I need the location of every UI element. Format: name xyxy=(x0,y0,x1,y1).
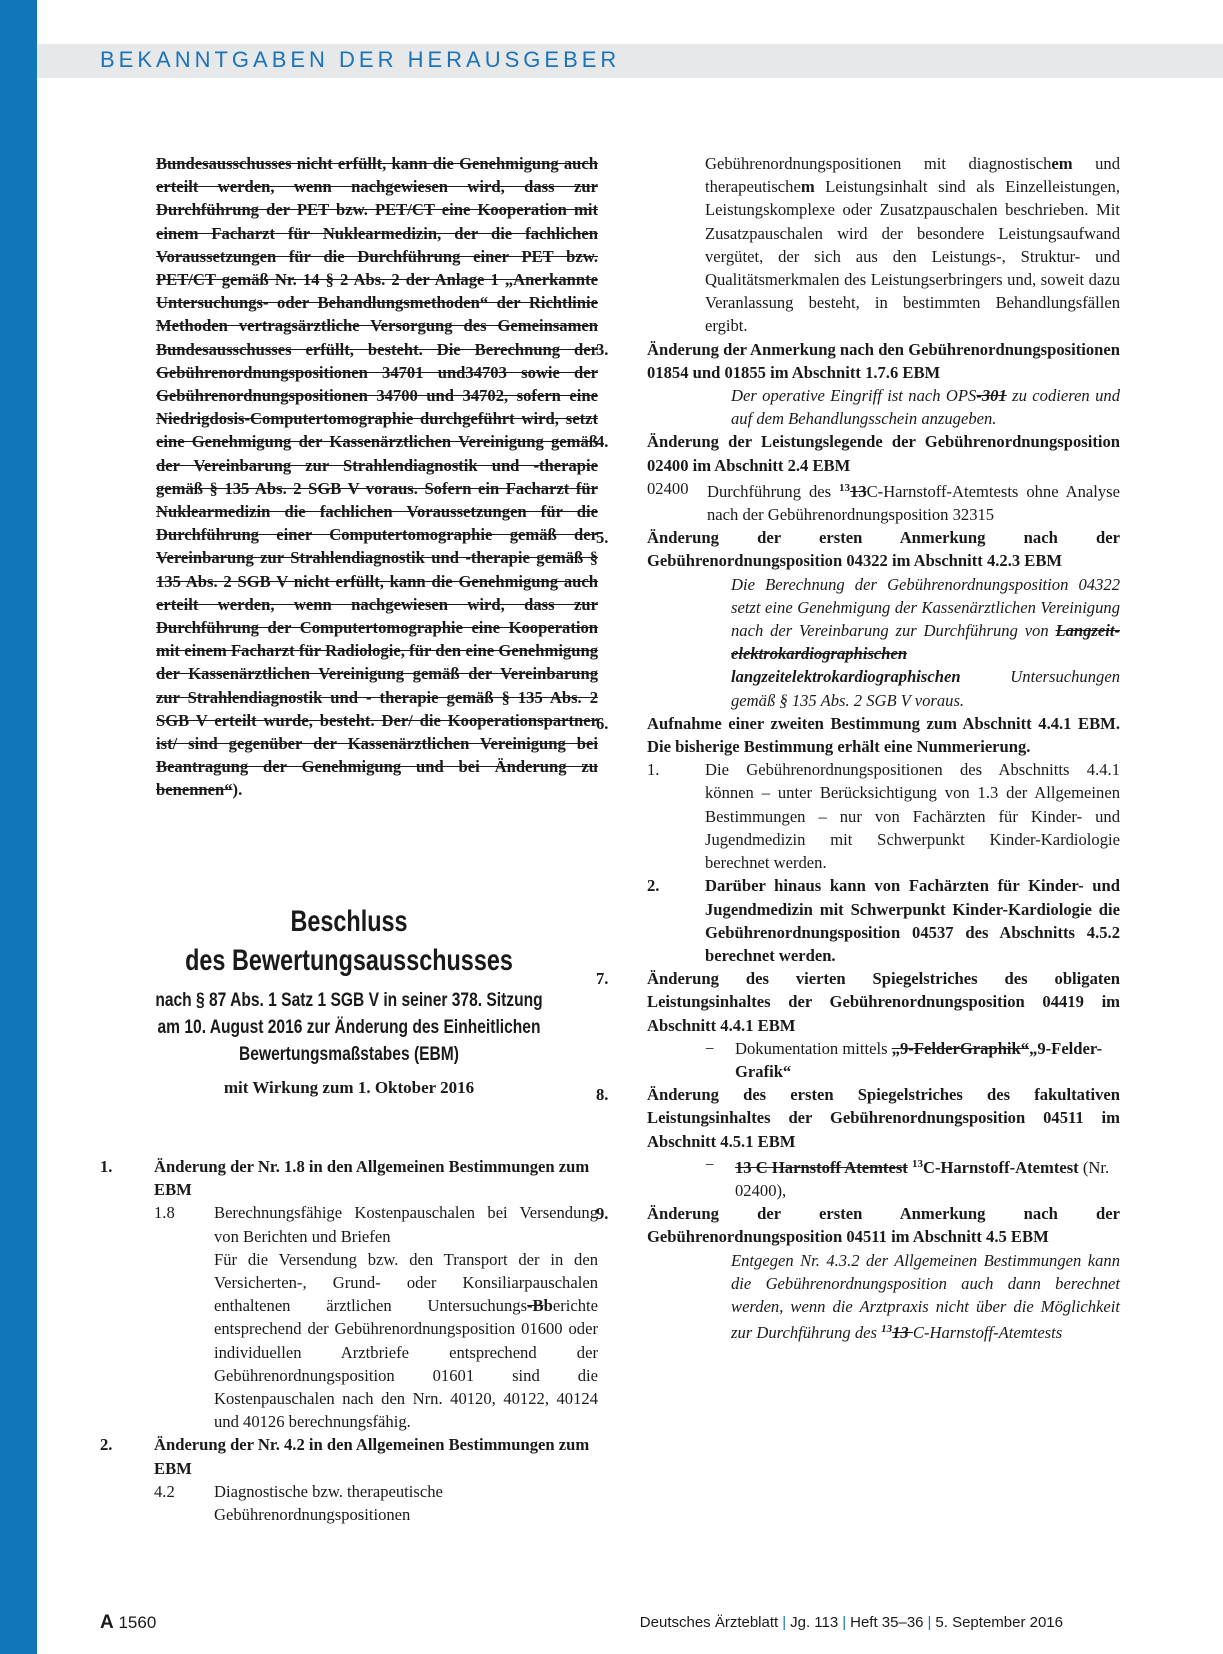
item-6-sub-2: 2. Darüber hinaus kann von Fachärzten für Kinder- und Jugendmedizin mit Schwerpunkt Kinder-Kardiologie die Gebührenordnungsposition 04537 des Abschnitts 4.5.2 berechnet werden. xyxy=(647,876,1120,965)
item-5-body: Die Berechnung der Gebührenordnungsposition 04322 setzt eine Genehmigung der Kassenärztlichen Vereinigung nach der Vereinbarung zur Durchführung von Langzeit-elektrokardiographischen langzeitelektrokardiographischen Untersuchungen gemäß § 135 Abs. 2 SGB V voraus. xyxy=(731,574,1120,710)
item-3-body: Der operative Eingriff ist nach OPS-301 zu codieren und auf dem Behandlungsschein anzugeben. xyxy=(731,386,1121,429)
section-header: BEKANNTGABEN DER HERAUSGEBER xyxy=(100,47,621,72)
item-4-body: 02400 Durchführung des $^{13}$13C-Harnstoff-Atemtests ohne Analyse nach der Gebührenordnungsposition 32315 xyxy=(647,478,1120,525)
item-9-body: Entgegen Nr. 4.3.2 der Allgemeinen Bestimmungen kann die Gebührenordnungsposition auch dann berechnet werden, wenn die Arztpraxis nicht über die Möglichkeit zur Durchführung des $^{13}$13 C-Harnstoff-Atemtests xyxy=(731,1250,1120,1343)
beschluss-title: Beschluss des Bewertungsausschusses xyxy=(185,905,513,977)
item-1-code: 1.8 Berechnungsfähige Kostenpauschalen bei Versendung von Berichten und Briefen xyxy=(154,1203,598,1246)
accent-sidebar xyxy=(0,0,37,1654)
item-6-sub-1: 1. Die Gebührenordnungspositionen des Abschnitts 4.4.1 können – unter Berücksichtigung von 1.3 der Allgemeinen Bestimmungen – nur von Fachärzten für Kinder- und Jugendmedizin mit Schwerpunkt Kinder-Kardiologie berechnet werden. xyxy=(647,760,1120,873)
item-2-continued: Gebührenordnungspositionen mit diagnostischem und therapeutischem Leistungsinhalt sind als Einzelleistungen, Leistungskomplexe oder Zusatzpauschalen beschrieben. Mit Zusatzpauschalen wird der besondere Leistungsaufwand vergütet, der sich aus den Leistungs-, Struktur- und Qualitätsmerkmalen des Leistungserbringers und, soweit dazu Veranlassung besteht, in bestimmten Behandlungsfällen ergibt. xyxy=(705,154,1120,336)
item-1-body: Für die Versendung bzw. den Transport der in den Versicherten-, Grund- oder Konsiliarpauschalen enthaltenen ärztlichen Untersuchungs-Bberichte entsprechend der Gebührenordnungsposition 01600 oder individuellen Arztbriefe entsprechend der Gebührenordnungsposition 01601 sind die Kostenpauschalen nach den Nrn. 40120, 40122, 40124 und 40126 berechnungsfähig. xyxy=(214,1249,598,1432)
page-number: A 1560 xyxy=(100,1612,157,1633)
struck-paragraph: Bundesausschusses nicht erfüllt, kann die Genehmigung auch erteilt werden, wenn nachgewiesen wird, dass zur Durchführung der PET bzw. PET/CT eine Kooperation mit einem Facharzt für Nuklearmedizin, der die fachlichen Voraussetzungen für die Durchführung einer PET bzw. PET/CT gemäß Nr. 14 § 2 Abs. 2 der Anlage 1 „Anerkannte Untersuchungs- oder Behandlungsmethoden“ der Richtlinie Methoden vertragsärztliche Versorgung des Gemeinsamen Bundesausschusses erfüllt, besteht. Die Berechnung der Gebührenordnungspositionen 34701 und34703 sowie der Gebührenordnungspositionen 34700 und 34702, sofern eine Niedrigdosis-Computertomographie durchgeführt wird, setzt eine Genehmigung der Kassenärztlichen Vereinigung gemäß der Vereinbarung zur Strahlendiagnostik und -therapie gemäß § 135 Abs. 2 SGB V voraus. Sofern ein Facharzt für Nuklearmedizin die fachlichen Voraussetzungen für die Durchführung einer Computertomographie gemäß der Vereinbarung zur Strahlendiagnostik und -therapie gemäß § 135 Abs. 2 SGB V nicht erfüllt, kann die Genehmigung auch erteilt werden, wenn nachgewiesen wird, dass zur Durchführung der Computertomographie eine Kooperation mit einem Facharzt für Radiologie, für den eine Genehmigung der Kassenärztlichen Vereinigung gemäß der Vereinbarung zur Strahlendiagnostik und - therapie gemäß § 135 Abs. 2 SGB V erteilt wurde, besteht. Der/ die Kooperationspartner ist/ sind gegenüber der Kassenärztlichen Vereinigung bei Beantragung der Genehmigung und bei Änderung zu benennen“). xyxy=(156,154,598,800)
item-5-heading: 5. Änderung der ersten Anmerkung nach der Gebührenordnungsposition 04322 im Abschnitt 4.2.3 EBM xyxy=(596,528,1120,571)
effective-date: mit Wirkung zum 1. Oktober 2016 xyxy=(223,1078,475,1097)
item-4-heading: 4. Änderung der Leistungslegende der Gebührenordnungsposition 02400 im Abschnitt 2.4 EBM xyxy=(596,432,1120,475)
item-3-heading: 3. Änderung der Anmerkung nach den Gebührenordnungspositionen 01854 und 01855 im Abschnitt 1.7.6 EBM xyxy=(596,339,1120,382)
item-2-heading: 2. Änderung der Nr. 4.2 in den Allgemeinen Bestimmungen zum EBM xyxy=(100,1435,590,1478)
item-1-heading: 1. Änderung der Nr. 1.8 in den Allgemeinen Bestimmungen zum EBM xyxy=(100,1157,590,1200)
item-6-heading: 6. Aufnahme einer zweiten Bestimmung zum Abschnitt 4.4.1 EBM. Die bisherige Bestimmung erhält eine Nummerierung. xyxy=(596,713,1120,757)
beschluss-subtitle: nach § 87 Abs. 1 Satz 1 SGB V in seiner 378. Sitzung am 10. August 2016 zur Änderung des Einheitlichen Bewertungsmaßstabes (EBM) xyxy=(155,990,543,1065)
item-8-heading: 8. Änderung des ersten Spiegelstriches des fakultativen Leistungsinhaltes der Gebührenordnungsposition 04511 im Abschnitt 4.5.1 EBM xyxy=(596,1085,1120,1151)
item-7-heading: 7. Änderung des vierten Spiegelstriches des obligaten Leistungsinhaltes der Gebührenordnungsposition 04419 im Abschnitt 4.4.1 EBM xyxy=(596,969,1120,1035)
items-left xyxy=(100,1155,598,1526)
item-8-body: − 13 C Harnstoff Atemtest $^{13}$C-Harnstoff-Atemtest (Nr. 02400), xyxy=(705,1154,1110,1200)
item-2-code: 4.2 Diagnostische bzw. therapeutische Gebührenordnungspositionen xyxy=(154,1481,443,1525)
item-7-body: − Dokumentation mittels „9-FelderGraphik“„9-Felder-Grafik“ xyxy=(705,1038,1103,1081)
journal-info: Deutsches Ärzteblatt | Jg. 113 | Heft 35–36 | 5. September 2016 xyxy=(639,1614,1063,1631)
item-9-heading: 9. Änderung der ersten Anmerkung nach der Gebührenordnungsposition 04511 im Abschnitt 4.5 EBM xyxy=(596,1204,1120,1247)
items-right xyxy=(596,152,1121,1344)
struck-text: Bundesausschusses nicht erfüllt, kann die Genehmigung auch erteilt werden, wenn nachgewiesen wird, dass zur Durchführung der PET bzw. PET/CT eine Kooperation mit einem Facharzt für Nuklearmedizin, der die fachlichen Voraussetzungen für die Durchführung einer PET bzw. PET/CT gemäß Nr. 14 § 2 Abs. 2 der Anlage 1 „Anerkannte Untersuchungs- oder Behandlungsmethoden“ der Richtlinie Methoden vertragsärztliche Versorgung des Gemeinsamen Bundesausschusses erfüllt, besteht. Die Berechnung der Gebührenordnungspositionen 34701 und34703 sowie der Gebührenordnungspositionen 34700 und 34702, sofern eine Niedrigdosis-Computertomographie durchgeführt wird, setzt eine Genehmigung der Kassenärztlichen Vereinigung gemäß der Vereinbarung zur Strahlendiagnostik und -therapie gemäß § 135 Abs. 2 SGB V voraus. Sofern ein Facharzt für Nuklearmedizin die fachlichen Voraussetzungen für die Durchführung einer Computertomographie gemäß der Vereinbarung zur Strahlendiagnostik und -therapie gemäß § 135 Abs. 2 SGB V nicht erfüllt, kann die Genehmigung auch erteilt werden, wenn nachgewiesen wird, dass zur Durchführung der Computertomographie eine Kooperation mit einem Facharzt für Radiologie, für den eine Genehmigung der Kassenärztlichen Vereinigung gemäß der Vereinbarung zur Strahlendiagnostik und - therapie gemäß § 135 Abs. 2 SGB V erteilt wurde, besteht. Der/ die Kooperationspartner ist/ sind gegenüber der Kassenärztlichen Vereinigung bei Beantragung der Genehmigung und bei Änderung zu benennen“ xyxy=(156,154,598,800)
